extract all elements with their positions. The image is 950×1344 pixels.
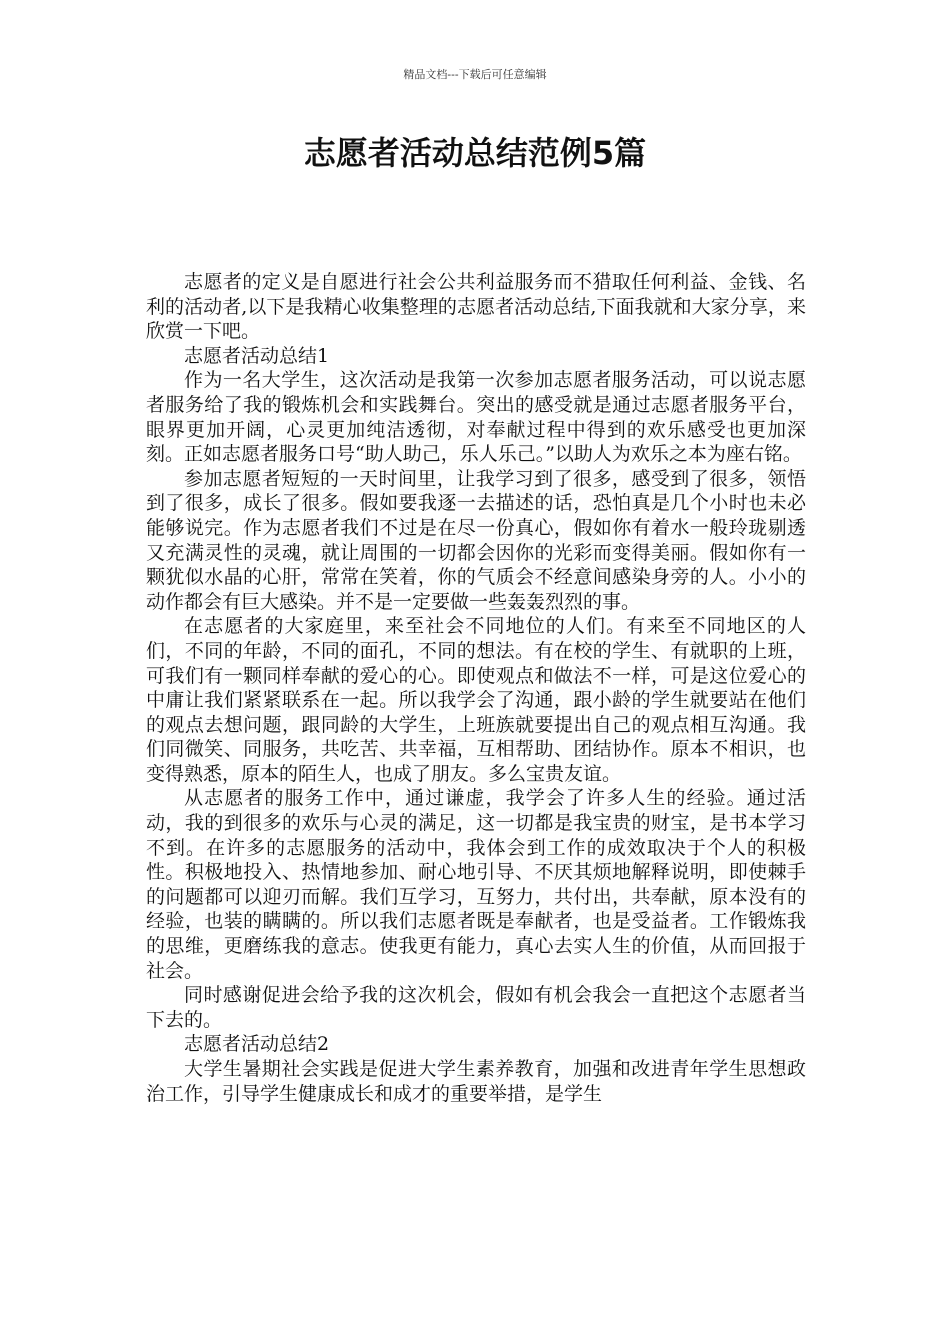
paragraph: 在志愿者的大家庭里，来至社会不同地位的人们。有来至不同地区的人们，不同的年龄，不同的面孔，不同的想法。有在校的学生、有就职的上班，可我们有一颗同样奉献的爱心的心。即使观点和做法不一样，可是这位爱心的中庸让我们紧紧联系在一起。所以我学会了沟通，跟小龄的学生就要站在他们的观点去想问题，跟同龄的大学生，上班族就要提出自己的观点相互沟通。我们同微笑、同服务，共吃苦、共幸福，互相帮助、团结协作。原本不相识，也变得熟悉，原本的陌生人，也成了朋友。多么宝贵友谊。 [146,615,806,785]
header-note: 精品文档---下载后可任意编辑 [403,68,547,81]
section-heading-1: 志愿者活动总结1 [184,344,330,367]
paragraph: 同时感谢促进会给予我的这次机会，假如有机会我会一直把这个志愿者当下去的。 [146,984,806,1031]
paragraph: 大学生暑期社会实践是促进大学生素养教育，加强和改进青年学生思想政治工作，引导学生健康成长和成才的重要举措，是学生 [146,1058,806,1105]
document-title: 志愿者活动总结范例5篇 [303,134,647,172]
paragraph: 作为一名大学生，这次活动是我第一次参加志愿者服务活动，可以说志愿者服务给了我的锻炼机会和实践舞台。突出的感受就是通过志愿者服务平台，眼界更加开阔，心灵更加纯洁透彻，对奉献过程中得到的欢乐感受也更加深刻。正如志愿者服务口号“助人助己，乐人乐己。”以助人为欢乐之本为座右铭。 [146,369,806,466]
paragraph: 参加志愿者短短的一天时间里，让我学习到了很多，感受到了很多，领悟到了很多，成长了很多。假如要我逐一去描述的话，恐怕真是几个小时也未必能够说完。作为志愿者我们不过是在尽一份真心，假如你有着水一般玲珑剔透又充满灵性的灵魂，就让周围的一切都会因你的光彩而变得美丽。假如你有一颗犹似水晶的心肝，常常在笑着，你的气质会不经意间感染身旁的人。小小的动作都会有巨大感染。并不是一定要做一些轰轰烈烈的事。 [146,467,806,613]
document-body [146,270,806,1106]
paragraph-intro: 志愿者的定义是自愿进行社会公共利益服务而不猎取任何利益、金钱、名利的活动者,以下是我精心收集整理的志愿者活动总结,下面我就和大家分享，来欣赏一下吧。 [146,271,806,343]
paragraph: 从志愿者的服务工作中，通过谦虚，我学会了许多人生的经验。通过活动，我的到很多的欢乐与心灵的满足，这一切都是我宝贵的财宝，是书本学习不到。在许多的志愿服务的活动中，我体会到工作的成效取决于个人的积极性。积极地投入、热情地参加、耐心地引导、不厌其烦地解释说明，即使棘手的问题都可以迎刃而解。我们互学习，互努力，共付出，共奉献，原本没有的经验，也装的瞒瞒的。所以我们志愿者既是奉献者，也是受益者。工作锻炼我的思维，更磨练我的意志。使我更有能力，真心去实人生的价值，从而回报于社会。 [146,787,806,982]
section-heading-2: 志愿者活动总结2 [184,1033,330,1056]
